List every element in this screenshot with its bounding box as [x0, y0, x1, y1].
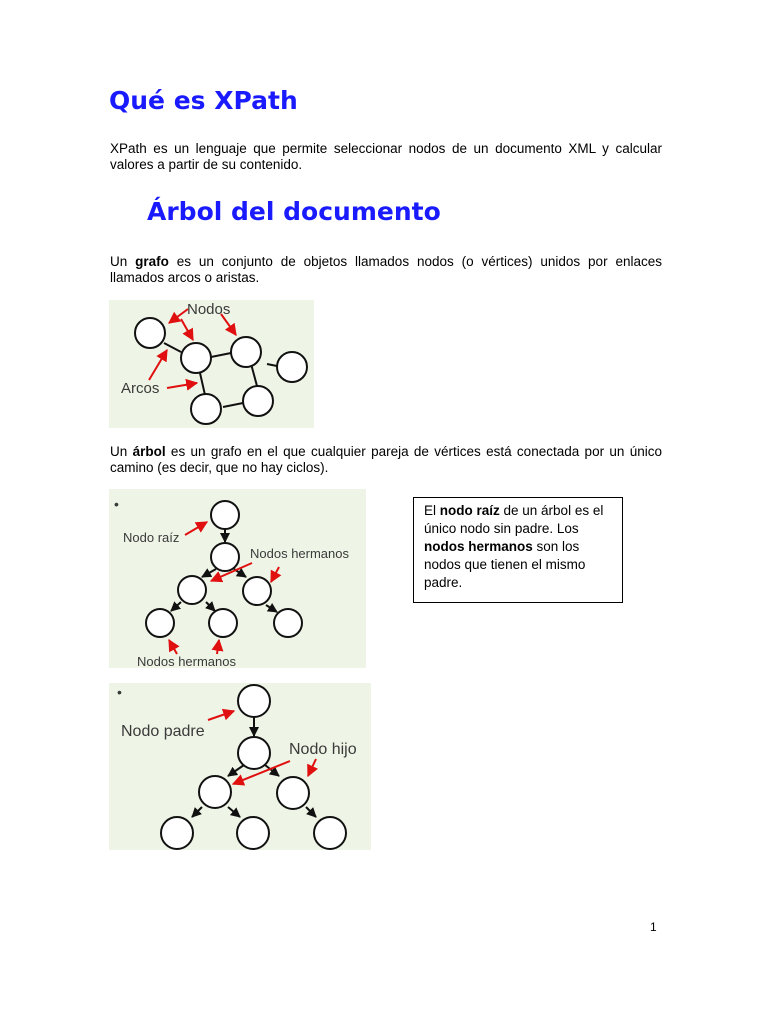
- arbol-prefix: Un: [110, 444, 133, 459]
- arbol-term: árbol: [132, 444, 166, 459]
- tree-parent-figure: [109, 683, 371, 850]
- page-title: Qué es XPath: [109, 86, 298, 115]
- label-nodo-raiz: Nodo raíz: [123, 530, 180, 545]
- note-text-3: son los nodos que tienen el mismo padre.: [424, 539, 586, 590]
- label-arcos: Arcos: [121, 380, 160, 397]
- arbol-rest: es un grafo en el que cualquier pareja de vértices está conectada por un único camino (es decir, que no hay ciclos).: [110, 444, 663, 475]
- grafo-rest: es un conjunto de objetos llamados nodos (o vértices) unidos por enlaces llamados arcos o aristas.: [110, 254, 662, 285]
- intro-paragraph: XPath es un lenguaje que permite seleccionar nodos de un documento XML y calcular valores a partir de su contenido.: [110, 141, 662, 172]
- section-title: Árbol del documento: [147, 197, 441, 226]
- tree-root-figure: [109, 489, 366, 668]
- tree-root-diagram: [109, 489, 366, 668]
- note-bold-root: nodo raíz: [439, 503, 500, 518]
- label-nodo-hijo: Nodo hijo: [289, 741, 357, 758]
- note-bold-siblings: nodos hermanos: [424, 539, 533, 554]
- label-hermanos-top: Nodos hermanos: [250, 546, 349, 561]
- tree-parent-diagram: [109, 683, 371, 850]
- grafo-prefix: Un: [110, 254, 136, 269]
- graph-nodes: [135, 318, 307, 424]
- bullet: •: [117, 684, 122, 700]
- note-text-1: El: [424, 503, 440, 518]
- note-box: [413, 497, 623, 603]
- arbol-paragraph: [110, 444, 662, 476]
- page-number: 1: [650, 920, 657, 934]
- label-hermanos-bottom: Nodos hermanos: [137, 654, 236, 668]
- label-nodos: Nodos: [187, 301, 231, 318]
- bullet: •: [114, 496, 119, 512]
- label-nodo-padre: Nodo padre: [121, 723, 205, 740]
- grafo-paragraph: [110, 254, 662, 286]
- graph-figure: [109, 300, 314, 428]
- tree-nodes: [161, 685, 346, 849]
- graph-diagram: [109, 300, 314, 428]
- note-text-2: de un árbol es el único nodo sin padre. Los: [424, 503, 604, 536]
- grafo-term: grafo: [135, 254, 169, 269]
